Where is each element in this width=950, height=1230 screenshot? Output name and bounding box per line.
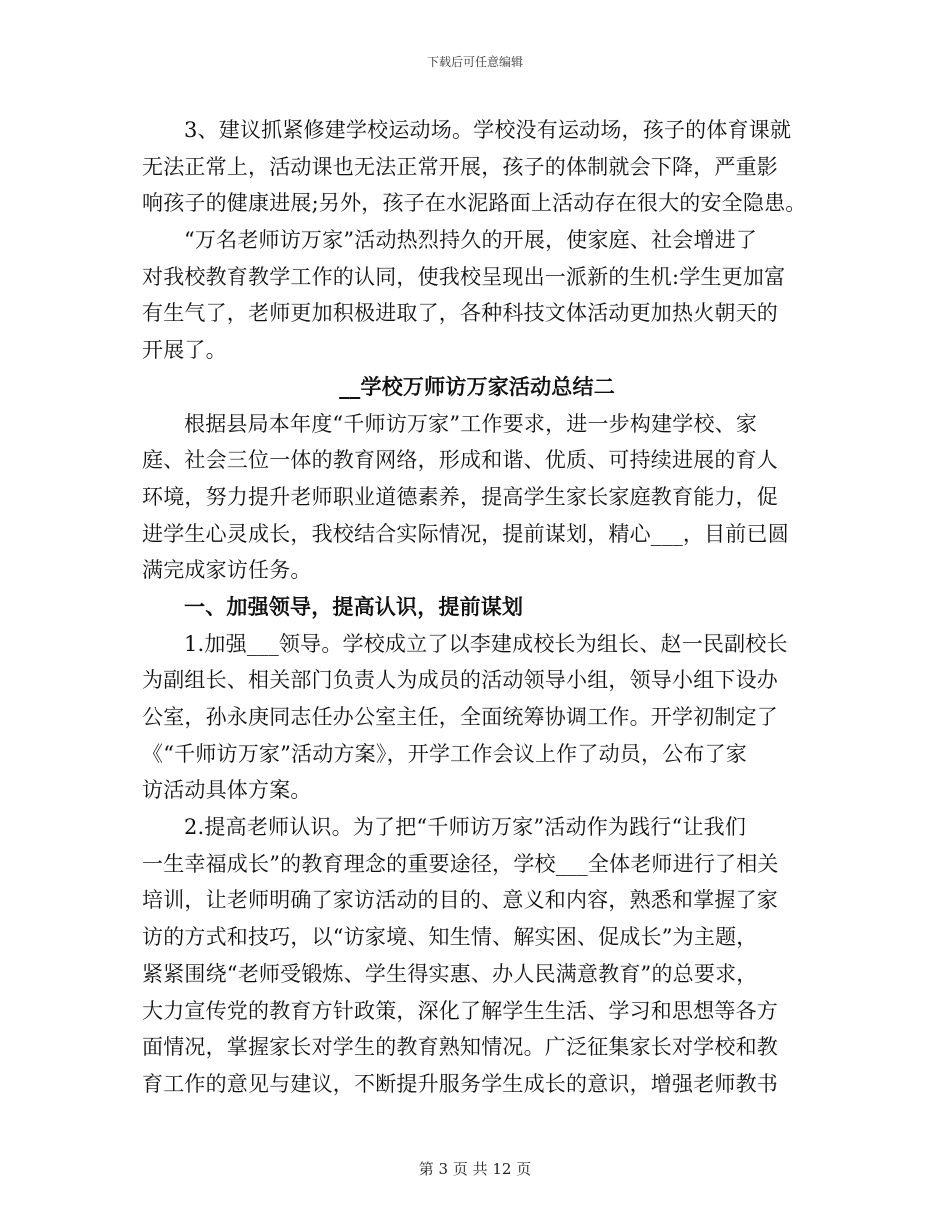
paragraph-line: 有生气了，老师更加积极进取了，各种科技文体活动更加热火朝天的: [142, 301, 778, 326]
paragraph-line: 开展了。: [142, 338, 227, 363]
paragraph-line: 紧紧围绕“老师受锻炼、学生得实惠、办人民满意教育”的总要求，: [142, 961, 758, 986]
page-header: 下载后可任意编辑: [426, 55, 523, 69]
paragraph-line: 一生幸福成长”的教育理念的重要途径，学校___全体老师进行了相关: [142, 851, 779, 876]
subsection-heading: 一、加强领导，提高认识，提前谋划: [184, 593, 524, 619]
paragraph-line: 公室，孙永庚同志任办公室主任，全面统筹协调工作。开学初制定了: [142, 705, 778, 729]
paragraph-line: 庭、社会三位一体的教育网络，形成和谐、优质、可持续进展的育人: [142, 448, 778, 473]
paragraph-line: 《“千师访万家”活动方案》，开学工作会议上作了动员，公布了家: [142, 741, 747, 766]
paragraph-line: 进学生心灵成长，我校结合实际情况，提前谋划，精心___，目前已圆: [142, 521, 789, 546]
document-body: [142, 112, 812, 1103]
section-title: __学校万师访万家活动总结二: [339, 373, 615, 399]
paragraph-line: 根据县局本年度“千师访万家”工作要求，进一步构建学校、家: [184, 411, 758, 436]
paragraph-line: 培训，让老师明确了家访活动的目的、意义和内容，熟悉和掌握了家: [142, 888, 778, 913]
paragraph-line: 对我校教育教学工作的认同，使我校呈现出一派新的生机:学生更加富: [142, 264, 786, 289]
paragraph-line: 响孩子的健康进展;另外，孩子在水泥路面上活动存在很大的安全隐患。: [142, 191, 807, 216]
paragraph-line: 大力宣传党的教育方针政策，深化了解学生生活、学习和思想等各方: [142, 998, 778, 1023]
paragraph-line: 访活动具体方案。: [142, 778, 312, 803]
paragraph-line: 2.提高老师认识。为了把“千师访万家”活动作为践行“让我们: [184, 815, 747, 840]
paragraph-line: 访的方式和技巧，以“访家境、知生情、解实困、促成长”为主题，: [142, 925, 758, 950]
paragraph-line: 3、建议抓紧修建学校运动场。学校没有运动场，孩子的体育课就: [184, 118, 792, 142]
paragraph-line: 满完成家访任务。: [142, 558, 312, 583]
paragraph-line: 1.加强___领导。学校成立了以李建成校长为组长、赵一民副校长: [184, 631, 788, 656]
paragraph-line: 面情况，掌握家长对学生的教育熟知情况。广泛征集家长对学校和教: [142, 1035, 778, 1060]
paragraph-line: “万名老师访万家”活动热烈持久的开展，使家庭、社会增进了: [184, 228, 758, 253]
paragraph-line: 为副组长、相关部门负责人为成员的活动领导小组，领导小组下设办: [142, 668, 778, 693]
paragraph-line: 育工作的意见与建议，不断提升服务学生成长的意识，增强老师教书: [142, 1071, 778, 1096]
paragraph-line: 环境，努力提升老师职业道德素养，提高学生家长家庭教育能力，促: [142, 484, 778, 509]
paragraph-line: 无法正常上，活动课也无法正常开展，孩子的体制就会下降，严重影: [142, 154, 778, 179]
page-footer: 第 3 页 共 12 页: [418, 1160, 532, 1178]
